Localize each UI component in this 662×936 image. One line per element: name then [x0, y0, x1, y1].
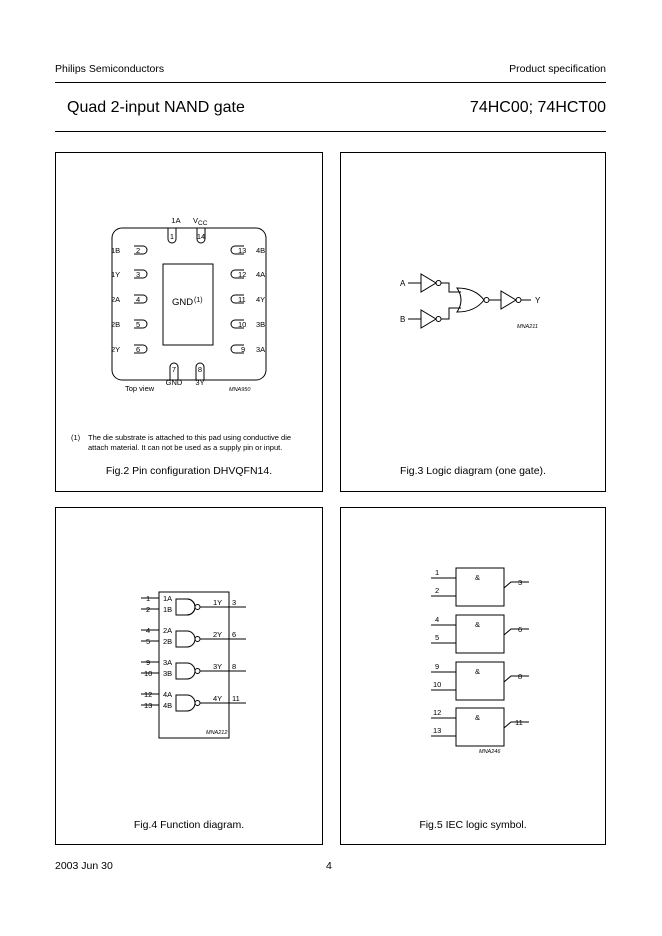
part-number: 74HC00; 74HCT00 — [469, 99, 606, 116]
iec-logic-symbol — [341, 508, 605, 844]
top-view-label: Top view — [125, 384, 155, 393]
header-rule-bottom — [55, 131, 606, 132]
gate-input-number: 9 — [146, 658, 151, 667]
function-gate — [141, 594, 246, 615]
fig3-caption: Fig.3 Logic diagram (one gate). — [400, 465, 546, 477]
fig4-drawing-code: MNA212 — [206, 730, 228, 736]
fig2-caption: Fig.2 Pin configuration DHVQFN14. — [105, 465, 273, 477]
gate-input-label: 2B — [163, 637, 173, 646]
page-title: Quad 2-input NAND gate — [67, 99, 245, 116]
bottom-pin-label-gnd: GND — [165, 378, 183, 387]
left-pin-label: 1Y — [111, 270, 121, 279]
gate-input-label: 2A — [163, 626, 173, 635]
left-pin-number: 3 — [136, 270, 141, 279]
top-pin-number-1: 1 — [169, 232, 175, 241]
gate-output-number: 3 — [232, 598, 237, 607]
iec-gate — [431, 568, 529, 606]
iec-input-number: 12 — [433, 708, 442, 717]
gate-output-number: 11 — [232, 694, 240, 703]
fig5-panel — [340, 507, 606, 845]
iec-input-number: 2 — [435, 586, 440, 595]
gate-output-number: 8 — [232, 662, 237, 671]
right-pin-number: 13 — [238, 246, 247, 255]
iec-function-label: & — [475, 573, 481, 582]
die-pad-note-ref: (1) — [194, 297, 203, 304]
function-gate — [141, 690, 246, 711]
function-diagram — [56, 508, 322, 844]
gate-input-label: 1A — [163, 594, 173, 603]
iec-output-number: 8 — [518, 672, 523, 681]
gate-output-number: 6 — [232, 630, 237, 639]
right-pin-number: 9 — [241, 345, 246, 354]
bottom-pin-number-8: 8 — [197, 365, 203, 374]
top-pin-label-1a: 1A — [171, 216, 181, 225]
left-pin-number: 5 — [136, 320, 141, 329]
right-pins — [231, 246, 265, 354]
gate-input-number: 13 — [144, 701, 153, 710]
left-pin-label: 2Y — [111, 345, 121, 354]
fig3-panel — [340, 152, 606, 492]
iec-function-label: & — [475, 713, 481, 722]
logic-diagram-one-gate — [341, 153, 605, 491]
iec-output-number: 11 — [515, 718, 523, 727]
left-pin-label: 1B — [111, 246, 121, 255]
right-pin-number: 12 — [238, 270, 247, 279]
left-pin-number: 6 — [136, 345, 141, 354]
fig5-drawing-code: MNA246 — [479, 749, 501, 755]
gate-input-label: 3B — [163, 669, 173, 678]
bottom-pin-label-3y: 3Y — [195, 378, 205, 387]
note-line-2: attach material. It can not be used as a supply pin or input. — [88, 443, 283, 452]
iec-gate — [431, 615, 529, 653]
input-a-label: A — [400, 279, 406, 288]
output-y-label: Y — [535, 296, 541, 305]
right-pin-number: 11 — [238, 295, 246, 304]
gate-input-number: 1 — [146, 594, 151, 603]
iec-function-label: & — [475, 667, 481, 676]
fig4-caption: Fig.4 Function diagram. — [133, 819, 245, 831]
iec-output-number: 3 — [518, 578, 523, 587]
iec-function-label: & — [475, 620, 481, 629]
iec-input-number: 10 — [433, 680, 442, 689]
left-pins — [111, 246, 147, 354]
right-pin-label: 3A — [256, 345, 266, 354]
iec-input-number: 13 — [433, 726, 442, 735]
iec-input-number: 1 — [435, 568, 440, 577]
fig3-drawing-code: MNA211 — [517, 324, 538, 330]
iec-output-number: 6 — [518, 625, 523, 634]
iec-input-number: 4 — [435, 615, 440, 624]
fig2-drawing-code: MNA950 — [229, 387, 251, 393]
gate-input-label: 3A — [163, 658, 173, 667]
function-gate — [141, 658, 246, 679]
iec-input-number: 9 — [435, 662, 440, 671]
gate-output-label: 4Y — [213, 694, 223, 703]
note-number: (1) — [71, 433, 81, 442]
gate-input-number: 12 — [144, 690, 153, 699]
gate-input-number: 2 — [146, 605, 151, 614]
right-pin-label: 4B — [256, 246, 266, 255]
right-pin-label: 4A — [256, 270, 266, 279]
header-rule-top — [55, 82, 606, 83]
fig5-caption: Fig.5 IEC logic symbol. — [419, 819, 527, 831]
gate-input-number: 5 — [146, 637, 151, 646]
top-pin-label-vcc-sub: CC — [198, 220, 208, 227]
fig2-panel — [55, 152, 323, 492]
gate-output-label: 3Y — [213, 662, 223, 671]
left-pin-label: 2A — [111, 295, 121, 304]
gate-input-label: 1B — [163, 605, 173, 614]
page-number: 4 — [326, 860, 332, 872]
note-line-1: The die substrate is attached to this pad using conductive die — [88, 433, 292, 442]
company-name: Philips Semiconductors — [55, 63, 165, 75]
footer-date: 2003 Jun 30 — [55, 860, 113, 872]
gate-input-number: 4 — [146, 626, 151, 635]
gate-output-label: 1Y — [213, 598, 223, 607]
fig4-panel — [55, 507, 323, 845]
die-pad-label: GND — [172, 297, 194, 308]
gate-input-label: 4A — [163, 690, 173, 699]
iec-input-number: 5 — [435, 633, 440, 642]
iec-gate — [431, 708, 529, 746]
function-gate — [141, 626, 246, 647]
gate-output-label: 2Y — [213, 630, 223, 639]
top-pin-number-14: 14 — [196, 232, 206, 241]
iec-gate — [431, 662, 529, 700]
document-type: Product specification — [509, 63, 606, 75]
left-pin-number: 2 — [136, 246, 141, 255]
pin-configuration-diagram — [56, 153, 322, 491]
right-pin-label: 3B — [256, 320, 266, 329]
input-b-label: B — [400, 315, 406, 324]
right-pin-label: 4Y — [256, 295, 266, 304]
gate-input-number: 10 — [144, 669, 153, 678]
gate-input-label: 4B — [163, 701, 173, 710]
left-pin-number: 4 — [136, 295, 141, 304]
top-pin-label-vcc: V — [193, 216, 199, 225]
bottom-pin-number-7: 7 — [171, 365, 177, 374]
right-pin-number: 10 — [238, 320, 247, 329]
left-pin-label: 2B — [111, 320, 121, 329]
